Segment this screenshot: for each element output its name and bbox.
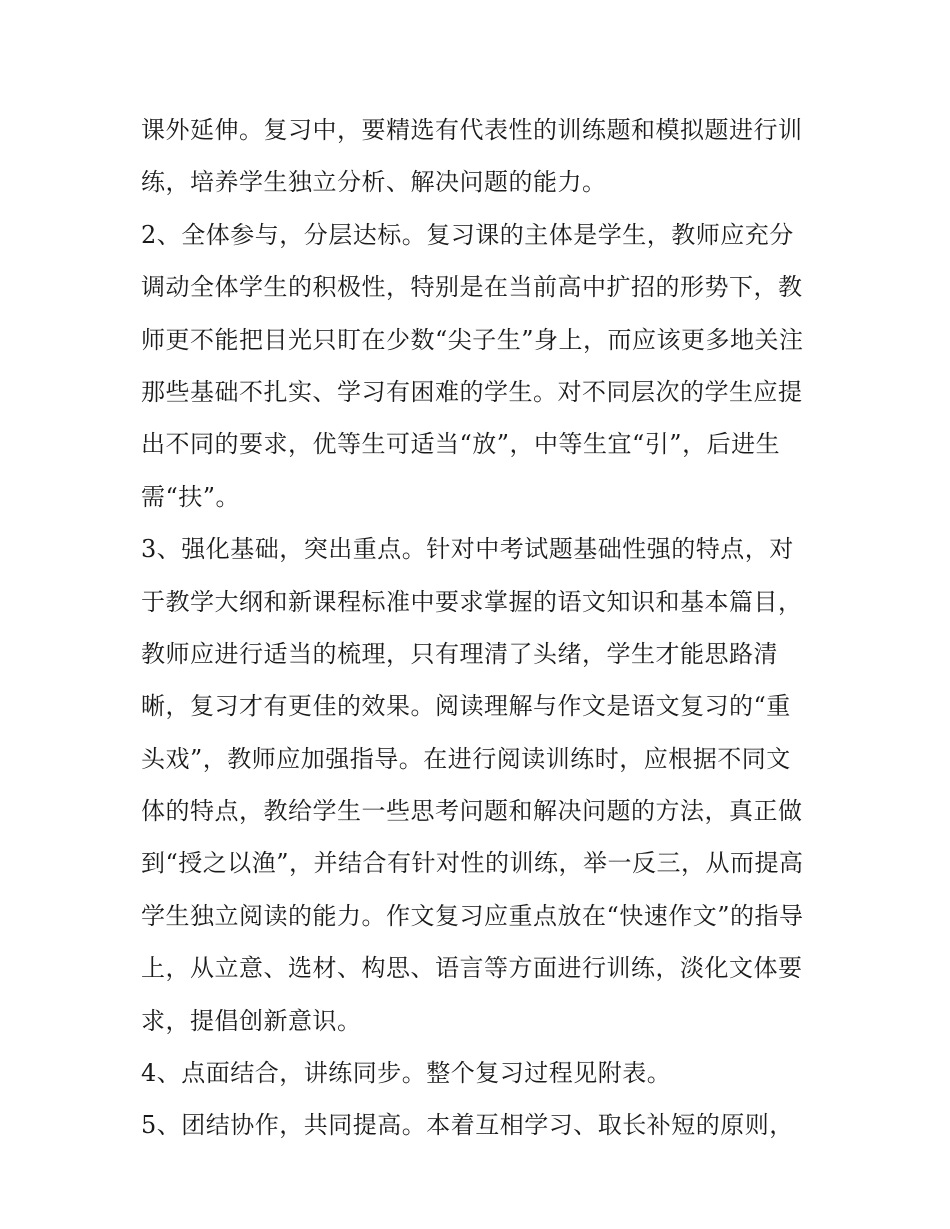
text-line: 上，从立意、选材、构思、语言等方面进行训练，淡化文体要 xyxy=(141,954,803,983)
text-line: 头戏”，教师应加强指导。在进行阅读训练时，应根据不同文 xyxy=(141,744,791,773)
text-line: 教师应进行适当的梳理，只有理清了头绪，学生才能思路清 xyxy=(141,639,778,668)
text-line: 5、团结协作，共同提高。本着互相学习、取长补短的原则， xyxy=(141,1111,794,1140)
text-line: 体的特点，教给学生一些思考问题和解决问题的方法，真正做 xyxy=(141,797,803,826)
text-line: 那些基础不扎实、学习有困难的学生。对不同层次的学生应提 xyxy=(141,377,803,406)
text-line: 课外延伸。复习中，要精选有代表性的训练题和模拟题进行训 xyxy=(141,116,803,144)
text-line: 调动全体学生的积极性，特别是在当前高中扩招的形势下，教 xyxy=(141,273,803,302)
text-line: 学生独立阅读的能力。作文复习应重点放在“快速作文”的指导 xyxy=(141,901,804,930)
text-line: 到“授之以渔”，并结合有针对性的训练，举一反三，从而提高 xyxy=(141,849,804,878)
text-line: 4、点面结合，讲练同步。整个复习过程见附表。 xyxy=(141,1059,672,1088)
text-line: 晰，复习才有更佳的效果。阅读理解与作文是语文复习的“重 xyxy=(141,692,791,721)
text-line: 师更不能把目光只盯在少数“尖子生”身上，而应该更多地关注 xyxy=(141,325,804,354)
text-line: 2、全体参与，分层达标。复习课的主体是学生，教师应充分 xyxy=(141,220,794,249)
text-line: 求，提倡创新意识。 xyxy=(141,1006,362,1035)
text-line: 于教学大纲和新课程标准中要求掌握的语文知识和基本篇目， xyxy=(141,587,803,616)
text-line: 练，培养学生独立分析、解决问题的能力。 xyxy=(141,168,607,197)
body-text xyxy=(141,104,821,1152)
text-line: 出不同的要求，优等生可适当“放”，中等生宜“引”，后进生 xyxy=(141,430,781,459)
text-line: 需“扶”。 xyxy=(141,482,241,511)
text-line: 3、强化基础，突出重点。针对中考试题基础性强的特点，对 xyxy=(141,535,794,564)
